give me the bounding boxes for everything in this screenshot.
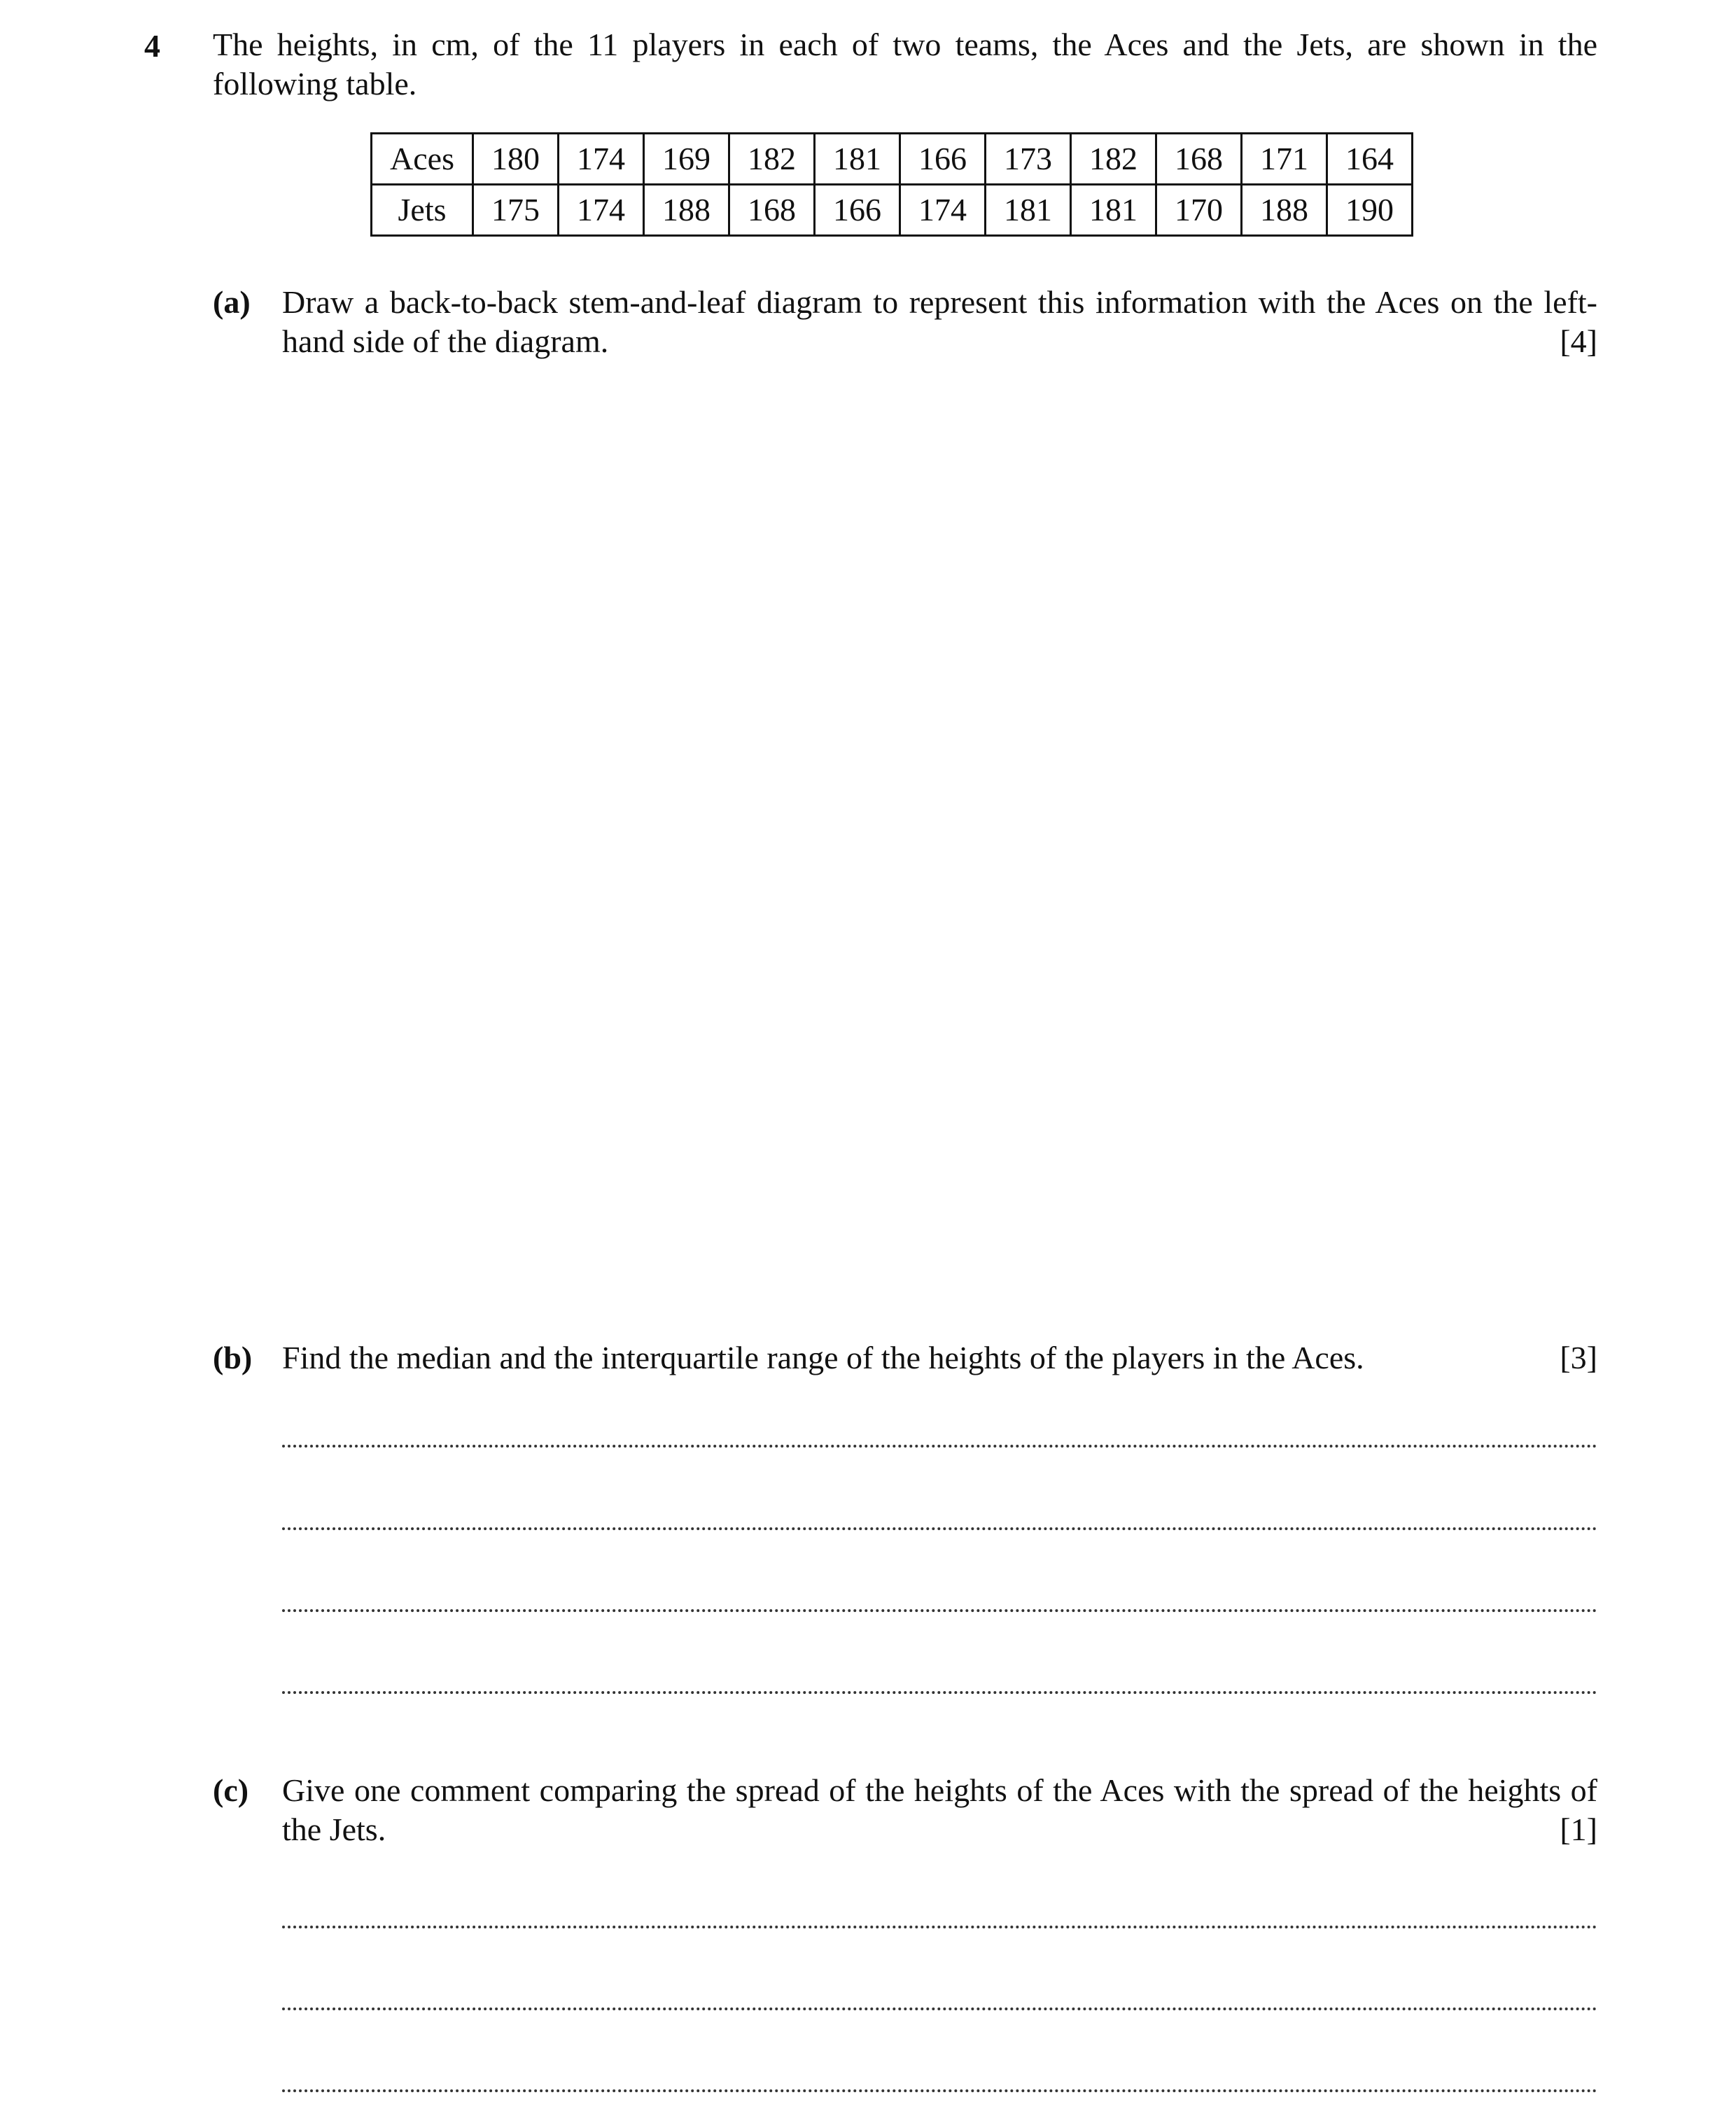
answer-line[interactable] (282, 1527, 1597, 1530)
table-cell: 171 (1242, 134, 1327, 185)
table-cell: 174 (559, 134, 644, 185)
table-cell: 188 (1242, 185, 1327, 236)
part-a (213, 283, 1597, 361)
answer-line[interactable] (282, 1445, 1597, 1448)
table-cell: 174 (559, 185, 644, 236)
table-cell: 164 (1327, 134, 1413, 185)
part-b-marks: [3] (1560, 1340, 1597, 1375)
diagram-answer-space[interactable] (282, 378, 1597, 1316)
table-row-aces (372, 134, 1413, 185)
answer-line[interactable] (282, 1926, 1597, 1928)
table-cell: 181 (986, 185, 1071, 236)
row-header-jets: Jets (372, 185, 473, 236)
part-a-text: Draw a back-to-back stem-and-leaf diagram to represent this information with the Aces on the left-hand side of the diagram. (282, 284, 1597, 359)
table-cell: 168 (1156, 134, 1242, 185)
answer-line[interactable] (282, 1691, 1597, 1694)
table-cell: 181 (1071, 185, 1156, 236)
table-cell: 169 (644, 134, 729, 185)
table-cell: 190 (1327, 185, 1413, 236)
table-cell: 174 (900, 185, 986, 236)
table-cell: 166 (900, 134, 986, 185)
part-c-marks: [1] (1560, 1812, 1597, 1847)
part-c-text: Give one comment comparing the spread of the heights of the Aces with the spread of the heights of the Jets. (282, 1772, 1597, 1847)
table-cell: 166 (815, 185, 900, 236)
table-cell: 175 (473, 185, 559, 236)
table-cell: 170 (1156, 185, 1242, 236)
table-cell: 182 (1071, 134, 1156, 185)
part-a-marks: [4] (1560, 323, 1597, 359)
question-intro: The heights, in cm, of the 11 players in each of two teams, the Aces and the Jets, are shown in the following table. (213, 27, 1597, 101)
answer-line[interactable] (282, 2008, 1597, 2010)
table-cell: 181 (815, 134, 900, 185)
part-b-label: (b) (213, 1340, 253, 1375)
question-number: 4 (144, 28, 160, 64)
table-cell: 180 (473, 134, 559, 185)
part-c-label: (c) (213, 1772, 249, 1808)
answer-line[interactable] (282, 1609, 1597, 1612)
row-header-aces: Aces (372, 134, 473, 185)
answer-line[interactable] (282, 2089, 1597, 2092)
table-row-jets (372, 185, 1413, 236)
part-c (213, 1771, 1597, 1849)
heights-table (370, 132, 1413, 237)
part-b-text: Find the median and the interquartile range of the heights of the players in the Aces. (282, 1340, 1364, 1375)
table-cell: 182 (729, 134, 815, 185)
part-b (213, 1338, 1597, 1378)
table-cell: 173 (986, 134, 1071, 185)
table-cell: 188 (644, 185, 729, 236)
part-a-label: (a) (213, 284, 251, 320)
table-cell: 168 (729, 185, 815, 236)
